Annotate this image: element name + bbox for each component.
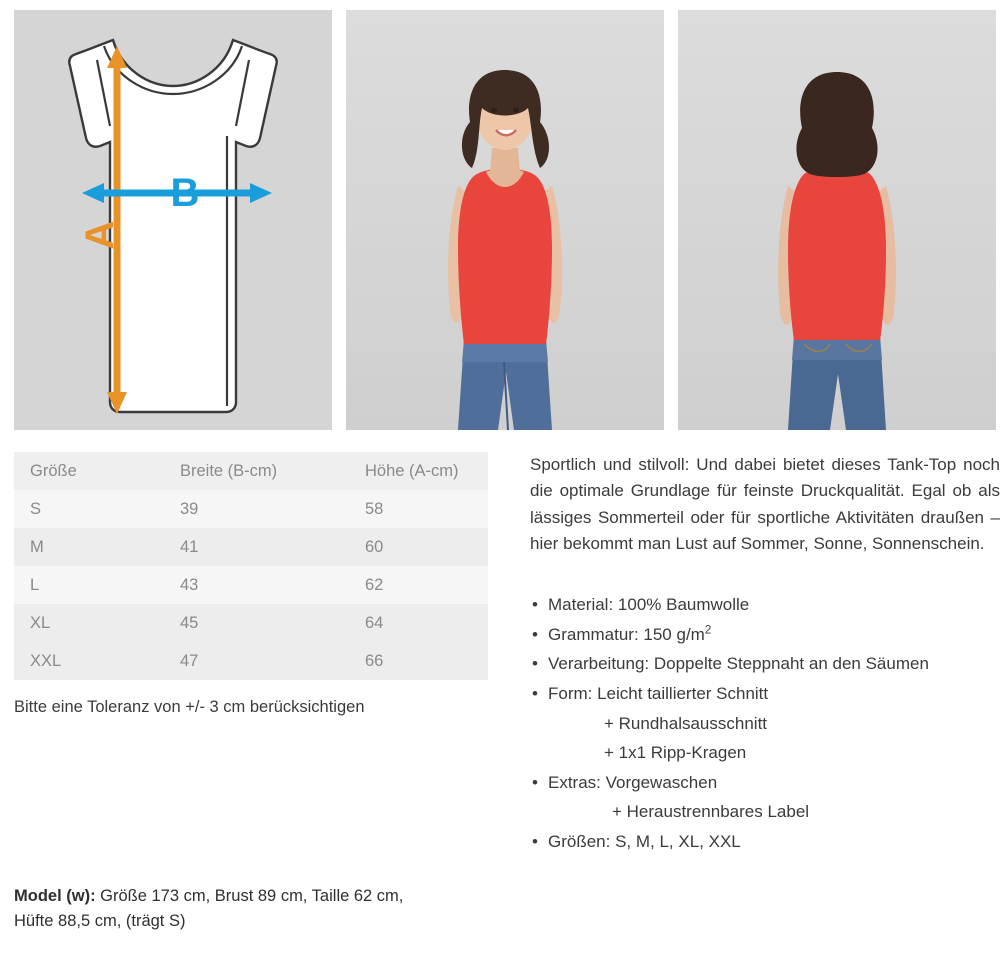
description-column [530, 452, 1000, 857]
list-item [530, 769, 1000, 797]
table-header-row [14, 452, 488, 490]
spec-text: Verarbeitung: Doppelte Steppnaht an den Säumen [548, 654, 929, 674]
cell-width: 45 [180, 613, 199, 632]
model-front-image [346, 10, 664, 430]
cell-size: S [30, 499, 42, 518]
cell-size: XL [30, 613, 51, 632]
spec-text: + Heraustrennbares Label [612, 802, 810, 822]
tanktop-schematic-svg [14, 10, 332, 430]
list-item-sub [530, 710, 1000, 738]
spec-text: Extras: Vorgewaschen [548, 772, 718, 792]
model-front-svg [346, 10, 664, 430]
model-info [14, 884, 494, 934]
table-row [14, 566, 488, 604]
table-row [14, 490, 488, 528]
product-image-row [0, 0, 1000, 430]
cell-height: 64 [365, 613, 384, 632]
table-row [14, 642, 488, 680]
spec-text: Grammatur: 150 g/m [548, 624, 705, 644]
list-item-sub [530, 798, 1000, 826]
cell-width: 39 [180, 499, 199, 518]
product-info-section [0, 430, 1000, 857]
tolerance-note: Bitte eine Toleranz von +/- 3 cm berücksichtigen [14, 698, 365, 716]
list-item [530, 621, 1000, 649]
column-header-width: Breite (B-cm) [180, 461, 278, 480]
spec-text: Größen: S, M, L, XL, XXL [548, 831, 741, 851]
spec-text: + Rundhalsausschnitt [604, 713, 768, 733]
table-row [14, 528, 488, 566]
cell-height: 62 [365, 575, 384, 594]
table-row [14, 604, 488, 642]
list-item [530, 591, 1000, 619]
model-info-line1: Größe 173 cm, Brust 89 cm, Taille 62 cm, [95, 887, 404, 905]
cell-size: L [30, 575, 40, 594]
spec-superscript: 2 [704, 624, 712, 637]
cell-height: 60 [365, 537, 384, 556]
width-label: B [170, 171, 200, 215]
cell-size: M [30, 537, 44, 556]
size-schematic-image [14, 10, 332, 430]
cell-width: 43 [180, 575, 199, 594]
size-table-column [14, 452, 504, 857]
model-info-line2: Hüfte 88,5 cm, (trägt S) [14, 912, 186, 931]
list-item-sub [530, 739, 1000, 767]
list-item [530, 828, 1000, 856]
height-label: A [78, 220, 122, 250]
size-table [14, 452, 488, 680]
column-header-size: Größe [30, 461, 77, 480]
product-description: Sportlich und stilvoll: Und dabei bietet dieses Tank-Top noch die optimale Grundlage für feinste Druckqualität. Egal ob als lässiges Sommerteil oder für sportliche Aktivitäten draußen – hier bekommt man Lust auf Sommer, Sonne, Sonnenschein. [530, 455, 1000, 554]
spec-text: Form: Leicht taillierter Schnitt [548, 683, 769, 703]
size-table-head [14, 452, 488, 490]
spec-text: + 1x1 Ripp-Kragen [604, 743, 747, 763]
model-info-label: Model (w): [14, 887, 96, 905]
spec-list [530, 591, 1000, 855]
cell-size: XXL [30, 651, 62, 670]
cell-width: 41 [180, 537, 199, 556]
list-item [530, 680, 1000, 708]
model-back-svg [678, 10, 996, 430]
cell-width: 47 [180, 651, 199, 670]
column-header-height: Höhe (A-cm) [365, 461, 459, 480]
spec-text: Material: 100% Baumwolle [548, 595, 750, 615]
cell-height: 58 [365, 499, 384, 518]
cell-height: 66 [365, 651, 384, 670]
list-item [530, 650, 1000, 678]
size-table-body [14, 490, 488, 680]
model-back-image [678, 10, 996, 430]
